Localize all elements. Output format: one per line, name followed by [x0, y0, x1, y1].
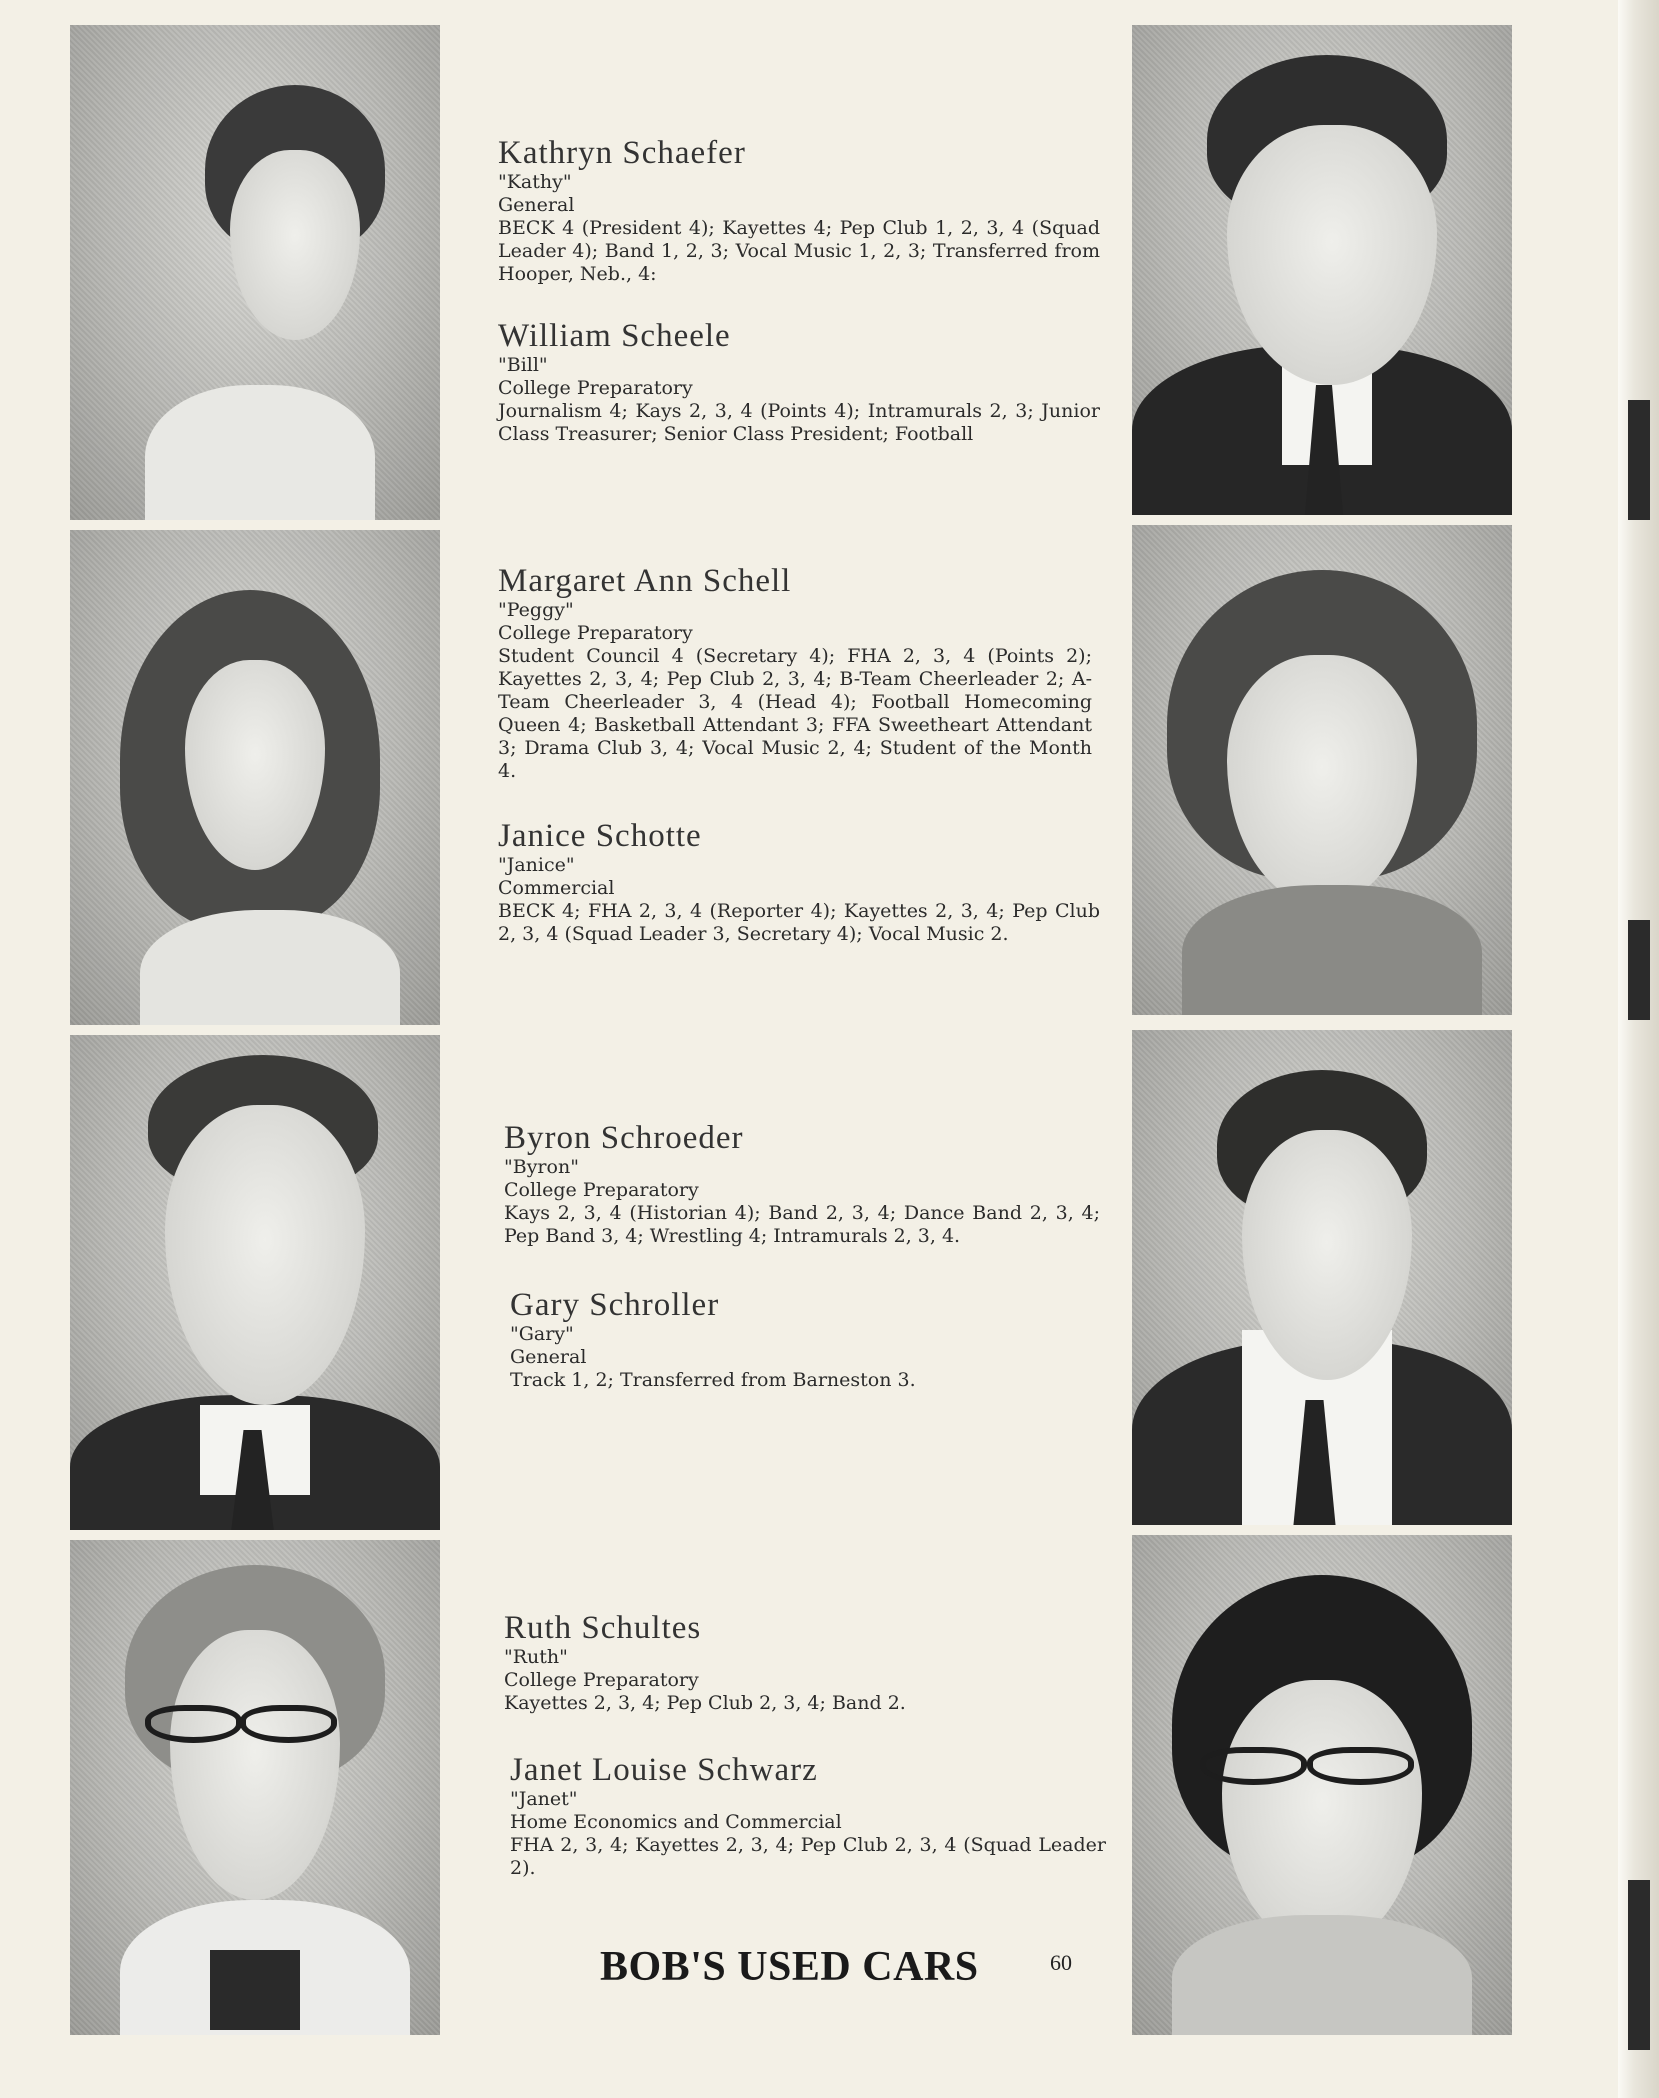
student-name: Janice Schotte: [498, 818, 702, 854]
student-activities: Kayettes 2, 3, 4; Pep Club 2, 3, 4; Band 2.: [504, 1692, 906, 1714]
student-activities: Student Council 4 (Secretary 4); FHA 2, 3, 4 (Points 2); Kayettes 2, 3, 4; Pep Club 2, 3, 4; B-Team Cheerleader 2; A-Team Cheerleader 3, 4 (Head 4); Football Homecoming Queen 4; Basketball Attendant 3; FFA Sweetheart Attendant 3; Drama Club 3, 4; Vocal Music 2, 4; Student of the Month 4.: [498, 645, 1092, 782]
student-activities: Journalism 4; Kays 2, 3, 4 (Points 4); Intramurals 2, 3; Junior Class Treasurer; Senior Class President; Football: [498, 400, 1100, 445]
student-activities: Track 1, 2; Transferred from Barneston 3.: [510, 1369, 916, 1391]
student-nickname: "Peggy": [498, 599, 574, 621]
student-entry: [498, 563, 1092, 783]
student-name: William Scheele: [498, 318, 731, 354]
advertisement-banner: BOB'S USED CARS: [600, 1944, 979, 1990]
student-nickname: "Janet": [510, 1788, 578, 1810]
student-activities: BECK 4 (President 4); Kayettes 4; Pep Club 1, 2, 3, 4 (Squad Leader 4); Band 1, 2, 3; Vocal Music 1, 2, 3; Transferred from Hooper, Neb., 4:: [498, 217, 1100, 285]
student-activities: Kays 2, 3, 4 (Historian 4); Band 2, 3, 4; Dance Band 2, 3, 4; Pep Band 3, 4; Wrestling 4; Intramurals 2, 3, 4.: [504, 1202, 1100, 1247]
student-name: Byron Schroeder: [504, 1120, 744, 1156]
portrait-margaret-ann-schell: [70, 530, 440, 1025]
page-number: 60: [1050, 1950, 1072, 1975]
student-course: College Preparatory: [498, 377, 693, 399]
student-entry: [498, 135, 1100, 286]
student-nickname: "Gary": [510, 1323, 574, 1345]
portrait-kathryn-schaefer: [70, 25, 440, 520]
student-entry: [504, 1120, 1100, 1248]
student-course: Commercial: [498, 877, 615, 899]
student-name: Ruth Schultes: [504, 1610, 702, 1646]
student-name: Margaret Ann Schell: [498, 563, 792, 599]
student-entry: [504, 1610, 1100, 1715]
student-nickname: "Kathy": [498, 171, 572, 193]
student-course: General: [498, 194, 575, 216]
student-name: Kathryn Schaefer: [498, 135, 746, 171]
student-activities: FHA 2, 3, 4; Kayettes 2, 3, 4; Pep Club 2, 3, 4 (Squad Leader 2).: [510, 1834, 1106, 1879]
adjacent-page-photo-strip: [1628, 920, 1650, 1020]
adjacent-page-photo-strip: [1628, 400, 1650, 520]
portrait-ruth-schultes: [70, 1540, 440, 2035]
student-entry: [498, 318, 1100, 446]
portrait-gary-schroller: [1132, 1030, 1512, 1525]
student-course: College Preparatory: [504, 1179, 699, 1201]
student-nickname: "Ruth": [504, 1646, 568, 1668]
portrait-william-scheele: [1132, 25, 1512, 515]
portrait-janice-schotte: [1132, 525, 1512, 1015]
adjacent-page-photo-strip: [1628, 1880, 1650, 2050]
student-nickname: "Byron": [504, 1156, 579, 1178]
portrait-janet-louise-schwarz: [1132, 1535, 1512, 2035]
student-entry: [510, 1287, 1100, 1392]
student-course: College Preparatory: [498, 622, 693, 644]
portrait-byron-schroeder: [70, 1035, 440, 1530]
student-entry: [510, 1752, 1106, 1880]
student-entry: [498, 818, 1100, 946]
student-course: College Preparatory: [504, 1669, 699, 1691]
adjacent-page-edge: [1618, 0, 1659, 2098]
student-course: General: [510, 1346, 587, 1368]
student-nickname: "Janice": [498, 854, 575, 876]
student-activities: BECK 4; FHA 2, 3, 4 (Reporter 4); Kayettes 2, 3, 4; Pep Club 2, 3, 4 (Squad Leader 3, Secretary 4); Vocal Music 2.: [498, 900, 1100, 945]
student-course: Home Economics and Commercial: [510, 1811, 842, 1833]
student-name: Gary Schroller: [510, 1287, 720, 1323]
student-nickname: "Bill": [498, 354, 548, 376]
student-name: Janet Louise Schwarz: [510, 1752, 818, 1788]
